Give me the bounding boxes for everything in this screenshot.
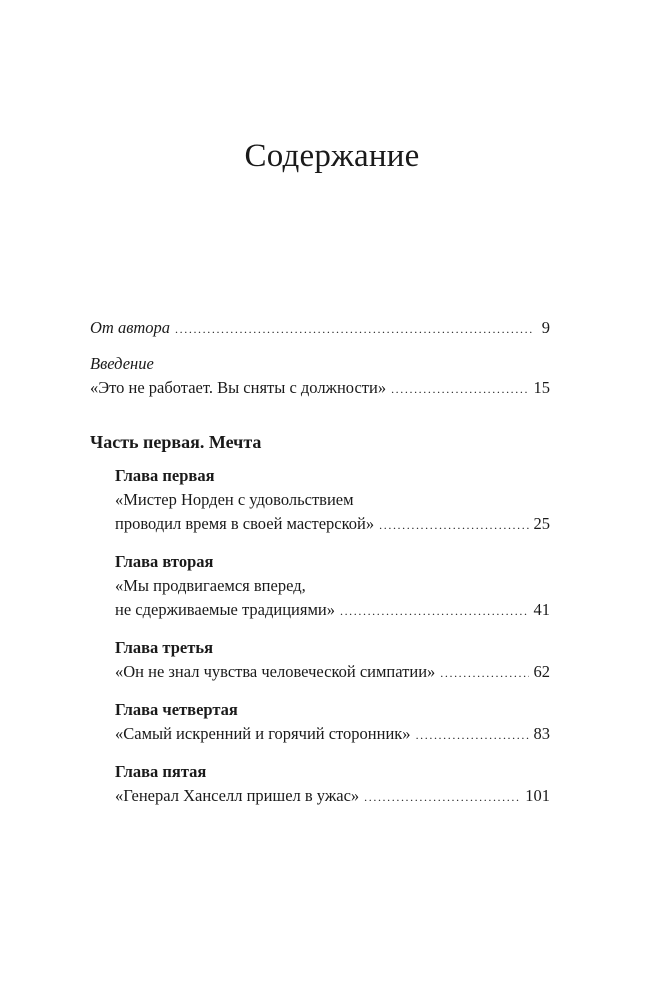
dot-leader	[391, 377, 528, 401]
chapter-list	[115, 464, 550, 808]
chapter-title: «Самый искренний и горячий сторонник»	[115, 724, 411, 743]
chapter-title-line	[115, 784, 550, 808]
toc-entry-author-note[interactable]	[90, 316, 550, 340]
part-heading: Часть первая. Мечта	[90, 432, 262, 452]
chapter-title-line-1: «Мистер Норден с удовольствием	[115, 490, 354, 509]
chapter-title-line-2	[115, 598, 550, 622]
chapter-heading: Глава пятая	[115, 762, 207, 781]
dot-leader	[340, 599, 529, 623]
page-number: 41	[533, 600, 550, 619]
table-of-contents	[90, 316, 550, 808]
dot-leader	[379, 513, 528, 537]
toc-entry-title-line	[90, 376, 550, 400]
toc-entry-introduction[interactable]	[90, 352, 550, 400]
toc-entry-label: От автора	[90, 318, 171, 337]
chapter-heading: Глава третья	[115, 638, 213, 657]
chapter-title-line	[115, 722, 550, 746]
chapter-title-line	[115, 660, 550, 684]
chapter-title: не сдерживаемые традициями»	[115, 600, 335, 619]
chapter-title-line-2	[115, 512, 550, 536]
toc-entry-chapter-1[interactable]	[115, 464, 550, 536]
dot-leader	[175, 317, 533, 341]
chapter-title: проводил время в своей мастерской»	[115, 514, 375, 533]
toc-entry-heading: Введение	[90, 354, 154, 373]
toc-entry-chapter-3[interactable]	[115, 636, 550, 684]
page-number: 15	[533, 378, 550, 397]
chapter-heading: Глава первая	[115, 466, 215, 485]
toc-entry-chapter-4[interactable]	[115, 698, 550, 746]
dot-leader	[440, 661, 528, 685]
chapter-title: «Он не знал чувства человеческой симпатии»	[115, 662, 436, 681]
dot-leader	[364, 785, 520, 809]
page-number: 25	[533, 514, 550, 533]
page-number: 83	[533, 724, 550, 743]
page-number: 9	[541, 318, 550, 337]
page-number: 101	[525, 786, 550, 805]
chapter-title-line-1: «Мы продвигаемся вперед,	[115, 576, 306, 595]
page-number: 62	[533, 662, 550, 681]
toc-entry-title: «Это не работает. Вы сняты с должности»	[90, 378, 387, 397]
page-title: Содержание	[244, 138, 420, 174]
dot-leader	[416, 723, 529, 747]
chapter-heading: Глава вторая	[115, 552, 214, 571]
toc-entry-chapter-2[interactable]	[115, 550, 550, 622]
chapter-heading: Глава четвертая	[115, 700, 238, 719]
toc-entry-chapter-5[interactable]	[115, 760, 550, 808]
chapter-title: «Генерал Ханселл пришел в ужас»	[115, 786, 360, 805]
